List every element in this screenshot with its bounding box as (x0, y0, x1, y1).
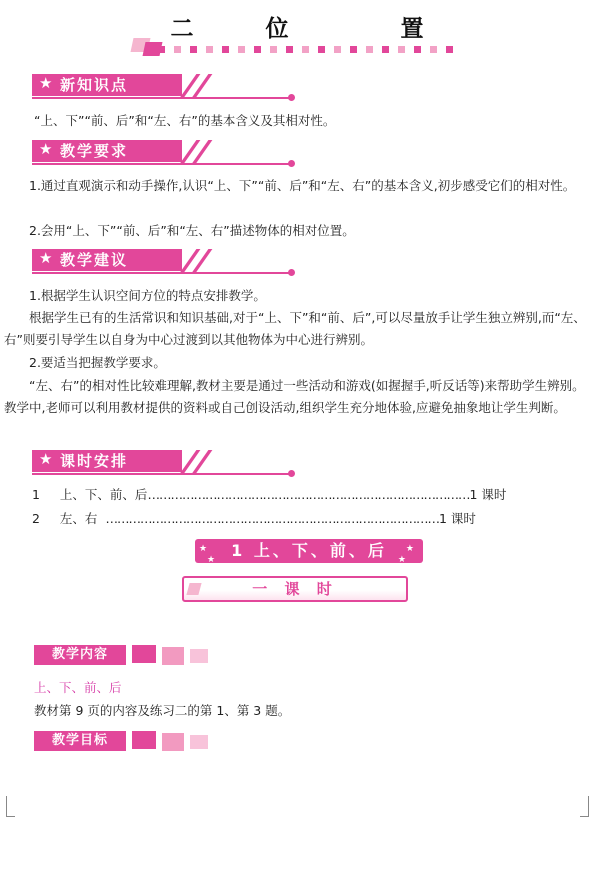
page-corner-mark (6, 796, 15, 817)
schedule-row-2 (32, 508, 476, 530)
star-icon: ★ (39, 450, 53, 468)
requirement-item-1: 1.通过直观演示和动手操作,认识“上、下”“前、后”和“左、右”的基本含义,初步感受它们的相对性。 (29, 178, 576, 193)
period-mark-decoration (186, 583, 201, 595)
schedule-row-1 (32, 484, 506, 506)
sub-header-goals (34, 731, 214, 751)
square-decoration (190, 649, 208, 663)
page-corner-mark (580, 796, 589, 817)
section-header-new-knowledge (32, 72, 294, 102)
title-char-3: 置 (400, 15, 426, 42)
lesson-banner-text: 1 上、下、前、后 (231, 541, 387, 560)
section-label: 课时安排 (32, 450, 182, 472)
section-label: 教学要求 (32, 140, 182, 162)
schedule-name: 左、右 (59, 511, 98, 526)
section-header-suggestions (32, 247, 294, 277)
sub-header-label: 教学目标 (34, 731, 126, 751)
title-char-1: 二 (170, 15, 196, 42)
section-rule-dot (288, 160, 295, 167)
suggestion-p2: 根据学生已有的生活常识和知识基础,对于“上、下”和“前、后”,可以尽量放手让学生独立辨别,而“左、右”则要引导学生以自身为中心过渡到以其他物体为中心进行辨别。 (4, 310, 586, 347)
schedule-num: 1 (32, 487, 40, 502)
schedule-num: 2 (32, 511, 40, 526)
content-topic: 上、下、前、后 (34, 680, 122, 695)
period-box (182, 576, 408, 602)
suggestion-p3: 2.要适当把握教学要求。 (29, 355, 166, 370)
star-icon: ★ (39, 249, 53, 267)
requirement-item-2: 2.会用“上、下”“前、后”和“左、右”描述物体的相对位置。 (29, 223, 355, 238)
star-icon: ★ (397, 555, 409, 565)
section-rule-dot (288, 269, 295, 276)
section-label: 新知识点 (32, 74, 182, 96)
sub-header-content (34, 645, 214, 665)
section-rule-dot (288, 470, 295, 477)
square-decoration (132, 645, 156, 663)
new-knowledge-text: “上、下”“前、后”和“左、右”的基本含义及其相对性。 (34, 113, 336, 128)
star-icon: ★ (199, 544, 211, 554)
star-icon: ★ (39, 74, 53, 92)
section-header-schedule (32, 448, 294, 478)
star-icon: ★ (39, 140, 53, 158)
section-rule (32, 473, 290, 475)
period-label: 一 课 时 (252, 580, 338, 598)
section-header-requirements (32, 138, 294, 168)
suggestion-p4: “左、右”的相对性比较难理解,教材主要是通过一些活动和游戏(如握握手,听反话等)来帮助学生辨别。教学中,老师可以利用教材提供的资料或自己创设活动,组织学生充分地体验,应避免抽象地让学生判断。 (4, 378, 585, 415)
square-decoration (190, 735, 208, 749)
title-char-2: 位 (265, 15, 291, 42)
section-rule (32, 97, 290, 99)
title-dash-rule (158, 46, 478, 54)
star-icon: ★ (207, 555, 219, 565)
section-label: 教学建议 (32, 249, 182, 271)
lesson-banner (195, 539, 423, 563)
suggestion-p1: 1.根据学生认识空间方位的特点安排教学。 (29, 288, 266, 303)
schedule-dots: …………………………………………………………………………… (105, 511, 439, 526)
section-rule (32, 272, 290, 274)
sub-header-label: 教学内容 (34, 645, 126, 665)
schedule-name: 上、下、前、后 (59, 487, 148, 502)
schedule-hours: 1 课时 (469, 487, 507, 502)
square-decoration (132, 731, 156, 749)
section-rule-dot (288, 94, 295, 101)
star-icon: ★ (405, 544, 417, 554)
page-title (0, 10, 596, 43)
square-decoration (162, 647, 184, 665)
schedule-hours: 1 课时 (438, 511, 476, 526)
schedule-dots: ………………………………………………………………………… (147, 487, 470, 502)
section-rule (32, 163, 290, 165)
content-text: 教材第 9 页的内容及练习二的第 1、第 3 题。 (34, 703, 291, 718)
square-decoration (162, 733, 184, 751)
